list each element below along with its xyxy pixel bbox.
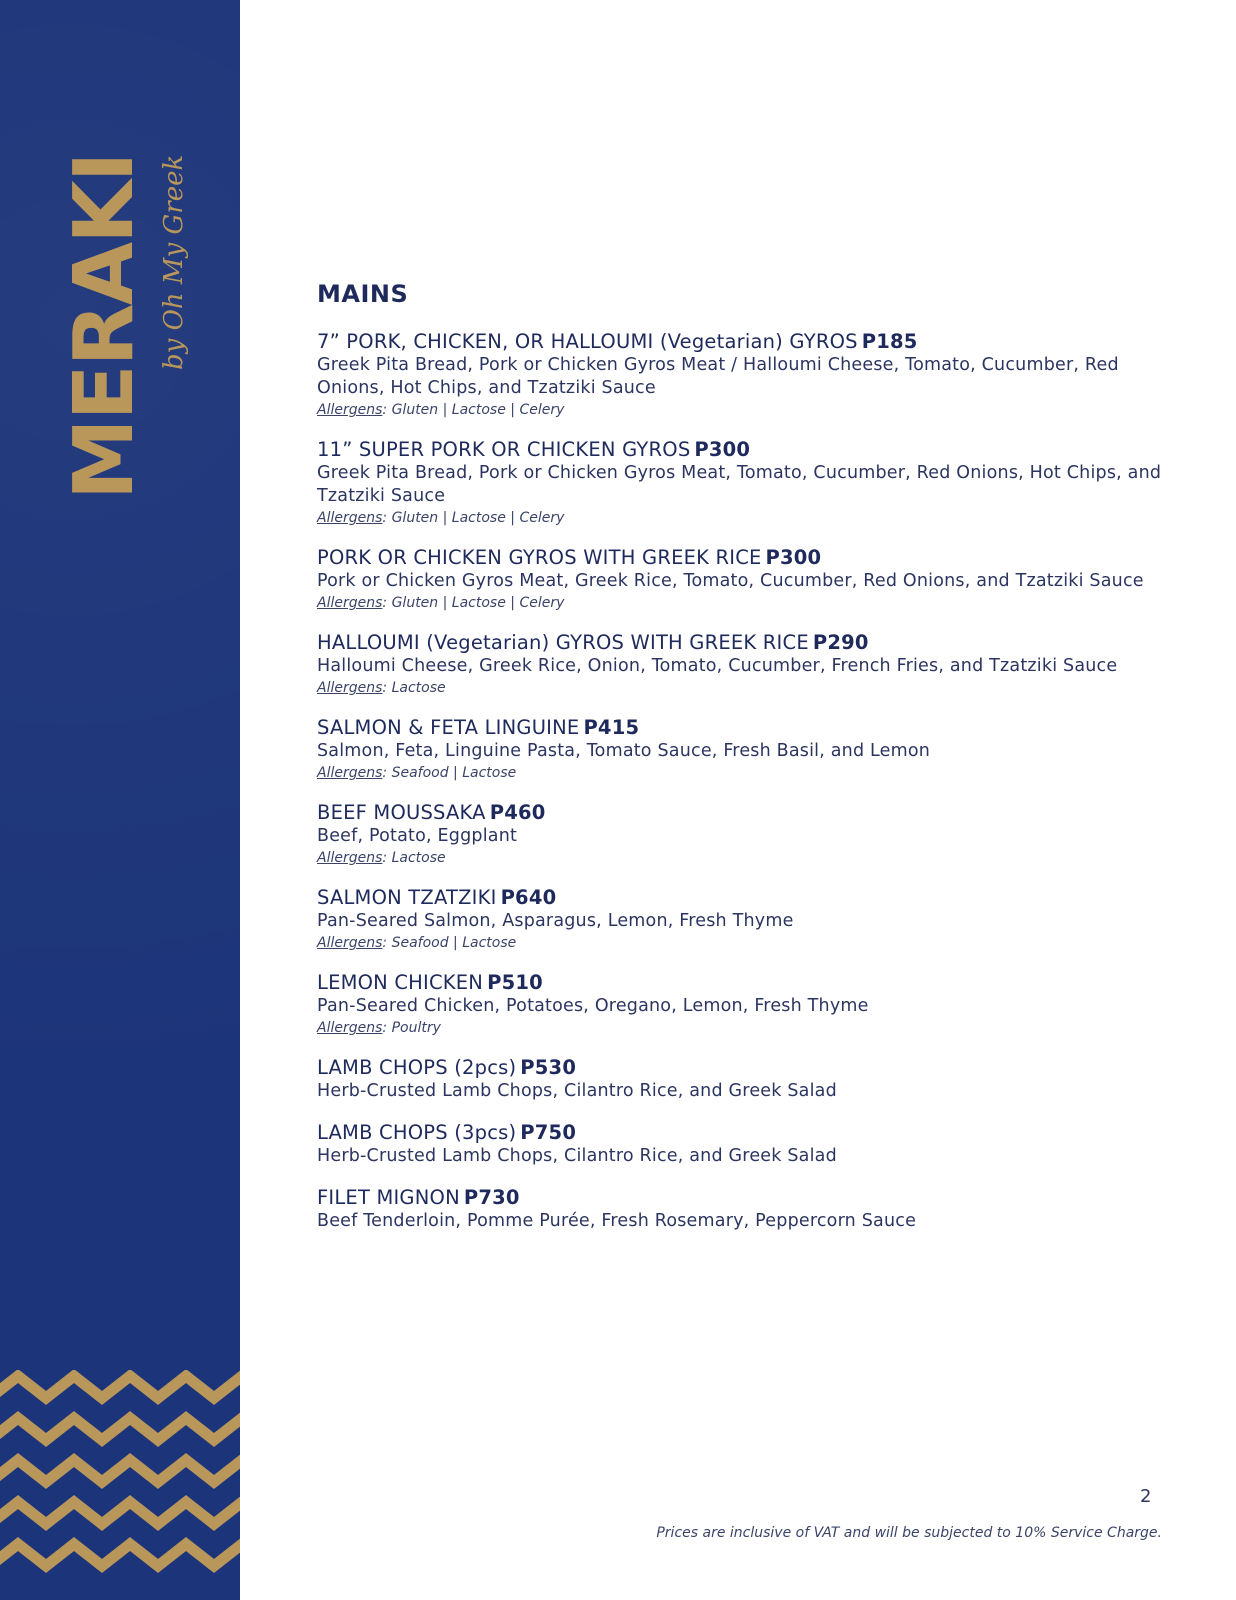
item-name: HALLOUMI (Vegetarian) GYROS WITH GREEK RICE bbox=[317, 631, 809, 654]
item-allergens: Allergens: Gluten | Lactose | Celery bbox=[317, 510, 565, 526]
allergens-list: Seafood | Lactose bbox=[391, 935, 517, 951]
item-name: 11” SUPER PORK OR CHICKEN GYROS bbox=[317, 438, 691, 461]
allergens-list: Seafood | Lactose bbox=[391, 765, 517, 781]
allergens-label: Allergens bbox=[317, 765, 383, 781]
menu-item bbox=[317, 438, 1177, 528]
item-allergens: Allergens: Seafood | Lactose bbox=[317, 935, 517, 951]
brand-tagline: by Oh My Greek bbox=[159, 154, 189, 370]
item-allergens: Allergens: Seafood | Lactose bbox=[317, 765, 517, 781]
item-description: Beef, Potato, Eggplant bbox=[317, 826, 518, 846]
brand-logo bbox=[40, 140, 200, 520]
item-description: Pork or Chicken Gyros Meat, Greek Rice, Tomato, Cucumber, Red Onions, and Tzatziki Sauce bbox=[317, 571, 1144, 591]
zigzag-line bbox=[0, 1460, 240, 1482]
menu-content bbox=[317, 280, 1177, 1251]
item-description: Halloumi Cheese, Greek Rice, Onion, Tomato, Cucumber, French Fries, and Tzatziki Sauce bbox=[317, 656, 1118, 676]
item-name: LAMB CHOPS (3pcs) bbox=[317, 1121, 517, 1144]
menu-item bbox=[317, 971, 1177, 1038]
allergens-list: Gluten | Lactose | Celery bbox=[391, 402, 565, 418]
item-description: Salmon, Feta, Linguine Pasta, Tomato Sauce, Fresh Basil, and Lemon bbox=[317, 741, 931, 761]
item-name: PORK OR CHICKEN GYROS WITH GREEK RICE bbox=[317, 546, 762, 569]
zigzag-line bbox=[0, 1418, 240, 1440]
menu-item bbox=[317, 631, 1177, 698]
item-name: SALMON & FETA LINGUINE bbox=[317, 716, 580, 739]
item-allergens: Allergens: Gluten | Lactose | Celery bbox=[317, 595, 565, 611]
item-description: Herb-Crusted Lamb Chops, Cilantro Rice, and Greek Salad bbox=[317, 1146, 837, 1166]
item-price: P640 bbox=[500, 886, 557, 909]
allergens-label: Allergens bbox=[317, 1020, 383, 1036]
allergens-label: Allergens bbox=[317, 595, 383, 611]
item-description: Herb-Crusted Lamb Chops, Cilantro Rice, and Greek Salad bbox=[317, 1081, 837, 1101]
item-description: Pan-Seared Chicken, Potatoes, Oregano, Lemon, Fresh Thyme bbox=[317, 996, 869, 1016]
item-price: P415 bbox=[583, 716, 640, 739]
sidebar-panel bbox=[0, 0, 240, 1600]
item-description: Greek Pita Bread, Pork or Chicken Gyros Meat, Tomato, Cucumber, Red Onions, Hot Chips, and Tzatziki Sauce bbox=[317, 463, 1162, 506]
zigzag-line bbox=[0, 1544, 240, 1566]
item-allergens: Allergens: Lactose bbox=[317, 680, 446, 696]
menu-item bbox=[317, 546, 1177, 613]
allergens-list: Lactose bbox=[391, 680, 446, 696]
allergens-label: Allergens bbox=[317, 510, 383, 526]
item-description: Greek Pita Bread, Pork or Chicken Gyros Meat / Halloumi Cheese, Tomato, Cucumber, Red Onions, Hot Chips, and Tzatziki Sauce bbox=[317, 355, 1119, 398]
item-description: Beef Tenderloin, Pomme Purée, Fresh Rosemary, Peppercorn Sauce bbox=[317, 1211, 917, 1231]
item-price: P510 bbox=[487, 971, 543, 994]
item-name: BEEF MOUSSAKA bbox=[317, 801, 486, 824]
section-title: MAINS bbox=[317, 280, 409, 308]
item-name: 7” PORK, CHICKEN, OR HALLOUMI (Vegetarian) GYROS bbox=[317, 330, 858, 353]
item-price: P300 bbox=[765, 546, 822, 569]
menu-item bbox=[317, 1186, 1177, 1233]
item-allergens: Allergens: Lactose bbox=[317, 850, 446, 866]
zigzag-line bbox=[0, 1502, 240, 1524]
allergens-list: Gluten | Lactose | Celery bbox=[391, 510, 565, 526]
gold-zigzag-pattern bbox=[0, 1370, 240, 1600]
item-price: P290 bbox=[812, 631, 869, 654]
brand-name: MERAKI bbox=[57, 153, 152, 500]
item-price: P730 bbox=[463, 1186, 520, 1209]
item-name: SALMON TZATZIKI bbox=[317, 886, 497, 909]
item-price: P750 bbox=[520, 1121, 577, 1144]
item-price: P185 bbox=[861, 330, 918, 353]
allergens-label: Allergens bbox=[317, 935, 383, 951]
menu-item bbox=[317, 1056, 1177, 1103]
item-allergens: Allergens: Poultry bbox=[317, 1020, 441, 1036]
item-name: LAMB CHOPS (2pcs) bbox=[317, 1056, 517, 1079]
allergens-list: Gluten | Lactose | Celery bbox=[391, 595, 565, 611]
footnote: Prices are inclusive of VAT and will be subjected to 10% Service Charge. bbox=[656, 1525, 1162, 1541]
item-name: LEMON CHICKEN bbox=[317, 971, 484, 994]
page-number: 2 bbox=[1140, 1486, 1152, 1507]
allergens-list: Poultry bbox=[391, 1020, 441, 1036]
menu-item bbox=[317, 716, 1177, 783]
item-price: P460 bbox=[489, 801, 546, 824]
menu-item bbox=[317, 1121, 1177, 1168]
menu-item bbox=[317, 801, 1177, 868]
item-price: P300 bbox=[694, 438, 751, 461]
zigzag-line bbox=[0, 1376, 240, 1398]
item-price: P530 bbox=[520, 1056, 577, 1079]
allergens-list: Lactose bbox=[391, 850, 446, 866]
menu-item bbox=[317, 330, 1177, 420]
allergens-label: Allergens bbox=[317, 680, 383, 696]
item-allergens: Allergens: Gluten | Lactose | Celery bbox=[317, 402, 565, 418]
item-description: Pan-Seared Salmon, Asparagus, Lemon, Fresh Thyme bbox=[317, 911, 794, 931]
menu-item bbox=[317, 886, 1177, 953]
item-name: FILET MIGNON bbox=[317, 1186, 460, 1209]
allergens-label: Allergens bbox=[317, 850, 383, 866]
allergens-label: Allergens bbox=[317, 402, 383, 418]
